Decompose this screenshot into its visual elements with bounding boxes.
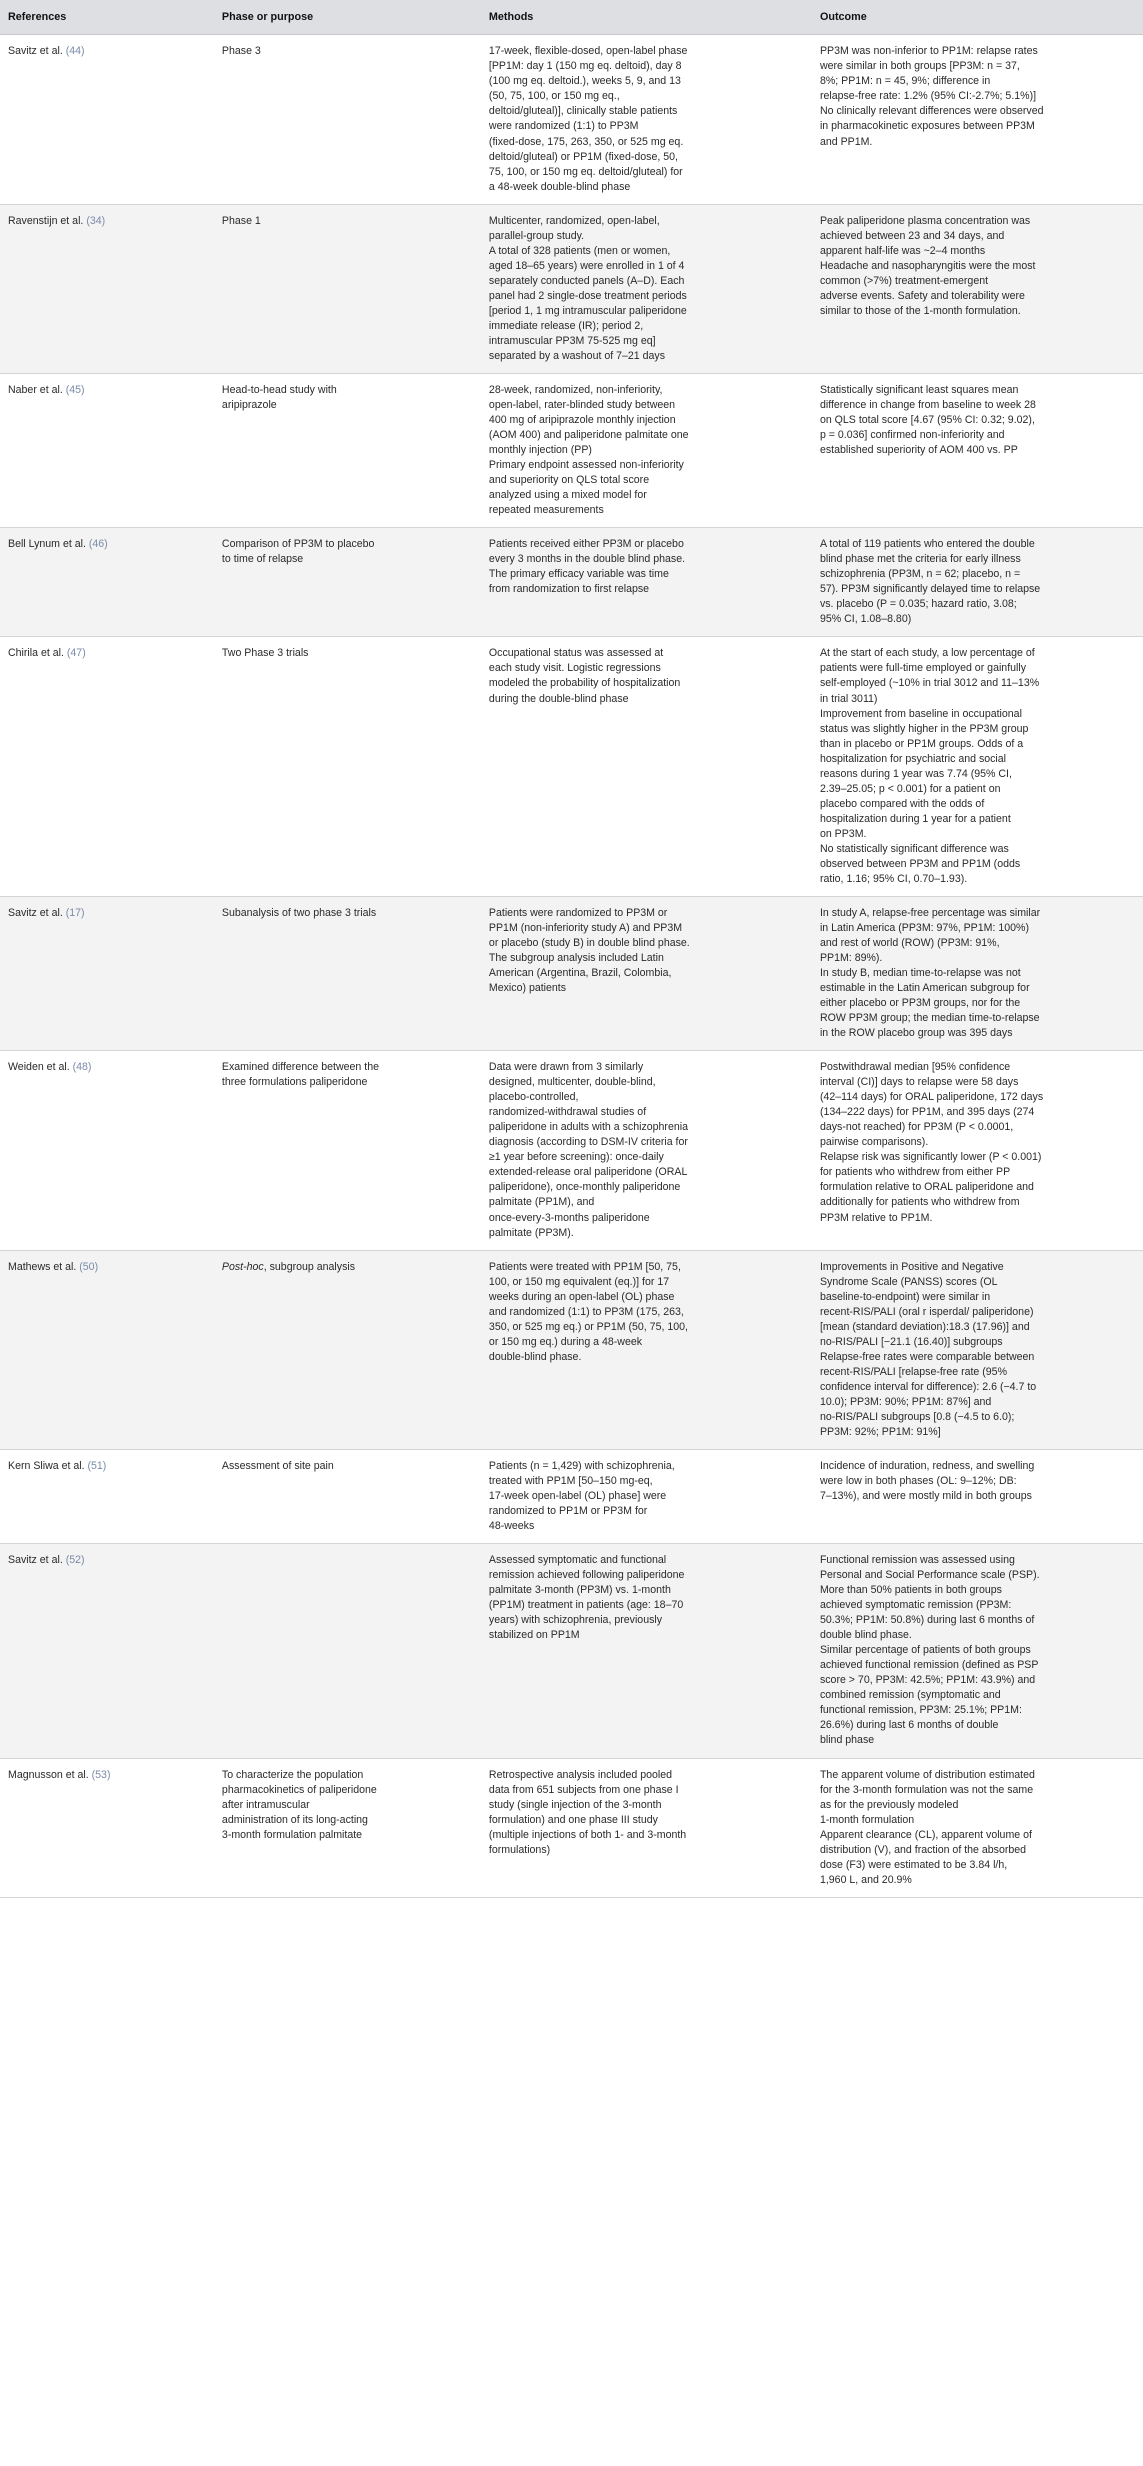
cell-methods-line: modeled the probability of hospitalization [488, 677, 681, 690]
cell-phase [214, 204, 481, 373]
cell-outcome-line: achieved symptomatic remission (PP3M: [819, 1599, 1012, 1612]
cell-outcome-line: pairwise comparisons). [819, 1136, 929, 1149]
cell-outcome-line: blind phase met the criteria for early illness [819, 553, 1021, 566]
cell-outcome-line: ROW PP3M group; the median time-to-relapse [819, 1012, 1040, 1025]
cell-outcome-line: established superiority of AOM 400 vs. PP [819, 444, 1018, 457]
reference-link[interactable]: (46) [88, 538, 108, 551]
cell-outcome-line: At the start of each study, a low percentage of [819, 647, 1035, 660]
cell-phase-line: Phase 3 [221, 45, 261, 58]
cell-outcome-line: Postwithdrawal median [95% confidence [819, 1061, 1011, 1074]
cell-methods-line: repeated measurements [488, 504, 604, 517]
cell-phase-line: after intramuscular [221, 1798, 310, 1811]
cell-outcome-line: achieved between 23 and 34 days, and [819, 229, 1005, 242]
table-row [0, 1250, 1143, 1449]
cell-outcome-line: The apparent volume of distribution estimated [819, 1768, 1035, 1781]
cell-methods-line: Assessed symptomatic and functional [488, 1554, 667, 1567]
cell-methods-line: placebo-controlled, [488, 1091, 579, 1104]
cell-outcome-line: estimable in the Latin American subgroup for [819, 982, 1030, 995]
cell-outcome-line: double blind phase. [819, 1629, 912, 1642]
cell-outcome-line: baseline-to-endpoint) were similar in [819, 1290, 991, 1303]
reference-link[interactable]: (53) [91, 1768, 111, 1781]
cell-methods-line: (100 mg eq. deltoid.), weeks 5, 9, and 13 [488, 75, 681, 88]
cell-reference [0, 1250, 214, 1449]
cell-methods [481, 1758, 812, 1897]
cell-outcome-line: for the 3-month formulation was not the same [819, 1783, 1034, 1796]
cell-methods-line: Patients were treated with PP1M [50, 75, [488, 1260, 681, 1273]
cell-outcome-line: p = 0.036] confirmed non-inferiority and [819, 429, 1005, 442]
table-header [0, 0, 1143, 35]
cell-methods-line: The subgroup analysis included Latin [488, 952, 664, 965]
cell-methods-line: or placebo (study B) in double blind phase. [488, 936, 690, 949]
cell-outcome-line: hospitalization for psychiatric and social [819, 752, 1007, 765]
cell-reference [0, 204, 214, 373]
table-row [0, 1449, 1143, 1543]
cell-outcome-line: score > 70, PP3M: 42.5%; PP1M: 43.9%) and [819, 1674, 1036, 1687]
cell-outcome-line: self-employed (~10% in trial 3012 and 11–13% [819, 677, 1040, 690]
cell-outcome-line: distribution (V), and fraction of the absorbed [819, 1843, 1027, 1856]
cell-outcome-line: 2.39–25.05; p < 0.001) for a patient on [819, 782, 1001, 795]
cell-outcome-line: (134–222 days) for PP1M, and 395 days (274 [819, 1106, 1035, 1119]
cell-phase-line: Two Phase 3 trials [221, 647, 309, 660]
cell-outcome [812, 528, 1143, 637]
header-outcome: Outcome [812, 0, 1143, 35]
cell-phase [214, 896, 481, 1050]
cell-outcome-line: in pharmacokinetic exposures between PP3M [819, 120, 1035, 133]
reference-author: Mathews et al. [8, 1260, 77, 1273]
cell-outcome [812, 1250, 1143, 1449]
cell-methods [481, 1051, 812, 1250]
reference-link[interactable]: (44) [65, 45, 85, 58]
cell-outcome-line: 50.3%; PP1M: 50.8%) during last 6 months of [819, 1614, 1035, 1627]
cell-methods-line: 350, or 525 mg eq.) or PP1M (50, 75, 100, [488, 1320, 688, 1333]
cell-outcome-line: 57). PP3M significantly delayed time to relapse [819, 583, 1041, 596]
cell-methods [481, 204, 812, 373]
cell-methods-line: immediate release (IR); period 2, [488, 319, 644, 332]
cell-phase [214, 1051, 481, 1250]
cell-phase-line: Phase 1 [221, 214, 261, 227]
cell-outcome-line: Apparent clearance (CL), apparent volume of [819, 1828, 1032, 1841]
cell-outcome-line: 1,960 L, and 20.9% [819, 1873, 912, 1886]
cell-phase [214, 1544, 481, 1758]
cell-methods-line: 17-week open-label (OL) phase] were [488, 1490, 667, 1503]
cell-methods [481, 1449, 812, 1543]
cell-methods-line: aged 18–65 years) were enrolled in 1 of 4 [488, 259, 685, 272]
cell-methods-line: deltoid/gluteal)], clinically stable patients [488, 105, 678, 118]
cell-outcome-line: recent-RIS/PALI (oral r isperdal/ paliperidone) [819, 1305, 1034, 1318]
cell-methods-line: paliperidone in adults with a schizophrenia [488, 1121, 688, 1134]
cell-methods-line: weeks during an open-label (OL) phase [488, 1290, 675, 1303]
cell-methods [481, 896, 812, 1050]
cell-outcome-line: placebo compared with the odds of [819, 797, 985, 810]
table-row [0, 896, 1143, 1050]
cell-methods [481, 528, 812, 637]
reference-author: Magnusson et al. [8, 1768, 89, 1781]
cell-outcome-line: Peak paliperidone plasma concentration was [819, 214, 1031, 227]
cell-methods-line: were randomized (1:1) to PP3M [488, 120, 639, 133]
cell-outcome-line: interval (CI)] days to relapse were 58 days [819, 1076, 1019, 1089]
cell-methods-line: palmitate 3-month (PP3M) vs. 1-month [488, 1584, 671, 1597]
cell-methods-line: analyzed using a mixed model for [488, 489, 647, 502]
cell-outcome-line: confidence interval for difference): 2.6 (−4.7 to [819, 1380, 1037, 1393]
cell-outcome [812, 637, 1143, 897]
table-row [0, 637, 1143, 897]
header-phase: Phase or purpose [214, 0, 481, 35]
cell-phase [214, 528, 481, 637]
cell-outcome-line: were similar in both groups [PP3M: n = 37, [819, 60, 1020, 73]
cell-outcome-line: additionally for patients who withdrew from [819, 1196, 1020, 1209]
cell-methods-line: PP1M (non-inferiority study A) and PP3M [488, 921, 683, 934]
cell-methods [481, 373, 812, 527]
table-row [0, 1051, 1143, 1250]
cell-phase-line: Head-to-head study with [221, 383, 337, 396]
cell-outcome-line: for patients who withdrew from either PP [819, 1166, 1011, 1179]
cell-methods-line: The primary efficacy variable was time [488, 568, 669, 581]
cell-outcome-line: and rest of world (ROW) (PP3M: 91%, [819, 936, 1000, 949]
cell-outcome-line: formulation relative to ORAL paliperidone and [819, 1181, 1034, 1194]
cell-methods-line: from randomization to first relapse [488, 583, 650, 596]
cell-outcome-line: More than 50% patients in both groups [819, 1584, 1002, 1597]
cell-outcome-line: Relapse-free rates were comparable between [819, 1350, 1035, 1363]
cell-outcome-line: difference in change from baseline to week 28 [819, 398, 1036, 411]
cell-outcome-line: [mean (standard deviation):18.3 (17.96)] and [819, 1320, 1030, 1333]
cell-methods-line: study (single injection of the 3-month [488, 1798, 662, 1811]
cell-methods-line: separated by a washout of 7–21 days [488, 349, 666, 362]
cell-outcome [812, 35, 1143, 204]
cell-methods-line: diagnosis (according to DSM-IV criteria for [488, 1136, 688, 1149]
cell-methods-line: formulation) and one phase III study [488, 1813, 658, 1826]
cell-phase-line: 3-month formulation palmitate [221, 1828, 363, 1841]
cell-methods-line: ≥1 year before screening): once-daily [488, 1151, 664, 1164]
cell-methods-line: extended-release oral paliperidone (ORAL [488, 1166, 688, 1179]
cell-outcome-line: Incidence of induration, redness, and swelling [819, 1459, 1035, 1472]
cell-outcome-line: Relapse risk was significantly lower (P < 0.001) [819, 1151, 1042, 1164]
cell-outcome-line: 26.6%) during last 6 months of double [819, 1719, 999, 1732]
cell-outcome-line: Improvements in Positive and Negative [819, 1260, 1004, 1273]
cell-outcome-line: adverse events. Safety and tolerability were [819, 289, 1025, 302]
reference-link[interactable]: (48) [72, 1061, 92, 1074]
cell-phase-line: Assessment of site pain [221, 1459, 334, 1472]
cell-outcome-line: Functional remission was assessed using [819, 1554, 1015, 1567]
cell-reference [0, 1449, 214, 1543]
cell-methods-line: palmitate (PP3M). [488, 1226, 574, 1239]
cell-outcome [812, 204, 1143, 373]
cell-methods-line: double-blind phase. [488, 1350, 582, 1363]
table-row [0, 1544, 1143, 1758]
cell-methods-line: 75, 100, or 150 mg eq. deltoid/gluteal) for [488, 165, 683, 178]
cell-phase [214, 35, 481, 204]
cell-methods-line: Patients were randomized to PP3M or [488, 906, 668, 919]
cell-methods-line: separately conducted panels (A–D). Each [488, 274, 685, 287]
cell-outcome-line: dose (F3) were estimated to be 3.84 l/h, [819, 1858, 1008, 1871]
cell-phase-line: administration of its long-acting [221, 1813, 368, 1826]
cell-methods-line: treated with PP1M [50–150 mg-eq, [488, 1474, 653, 1487]
cell-methods-line: randomized to PP1M or PP3M for [488, 1505, 648, 1518]
cell-outcome-line: (42–114 days) for ORAL paliperidone, 172 days [819, 1091, 1044, 1104]
cell-methods-line: each study visit. Logistic regressions [488, 662, 661, 675]
cell-outcome-line: in trial 3011) [819, 692, 878, 705]
cell-methods-line: or 150 mg eq.) during a 48-week [488, 1335, 643, 1348]
cell-methods-line: American (Argentina, Brazil, Colombia, [488, 967, 672, 980]
cell-phase-line: pharmacokinetics of paliperidone [221, 1783, 377, 1796]
cell-methods-line: data from 651 subjects from one phase I [488, 1783, 679, 1796]
cell-outcome-line: Syndrome Scale (PANSS) scores (OL [819, 1275, 998, 1288]
cell-outcome-line: relapse-free rate: 1.2% (95% CI:-2.7%; 5.1%)] [819, 90, 1037, 103]
cell-outcome-line: recent-RIS/PALI [relapse-free rate (95% [819, 1365, 1007, 1378]
cell-outcome-line: than in placebo or PP1M groups. Odds of a [819, 737, 1024, 750]
cell-methods-line: a 48-week double-blind phase [488, 180, 631, 193]
reference-author: Naber et al. [8, 383, 63, 396]
cell-methods-line: every 3 months in the double blind phase. [488, 553, 686, 566]
cell-outcome-line: in the ROW placebo group was 395 days [819, 1027, 1013, 1040]
cell-outcome-line: hospitalization during 1 year for a patient [819, 812, 1011, 825]
cell-outcome-line: on QLS total score [4.67 (95% CI: 0.32; 9.02), [819, 414, 1035, 427]
header-methods: Methods [481, 0, 812, 35]
cell-methods-line: Multicenter, randomized, open-label, [488, 214, 660, 227]
cell-outcome-line: were low in both phases (OL: 9–12%; DB: [819, 1474, 1017, 1487]
cell-methods-line: (AOM 400) and paliperidone palmitate one [488, 429, 689, 442]
cell-methods-line: Patients received either PP3M or placebo [488, 538, 684, 551]
cell-outcome-line: apparent half-life was ~2–4 months [819, 244, 986, 257]
cell-outcome-line: schizophrenia (PP3M, n = 62; placebo, n = [819, 568, 1021, 581]
reference-author: Weiden et al. [8, 1061, 70, 1074]
reference-author: Kern Sliwa et al. [8, 1459, 85, 1472]
cell-outcome-line: No statistically significant difference was [819, 842, 1009, 855]
cell-methods-line: (50, 75, 100, or 150 mg eq., [488, 90, 620, 103]
cell-methods-line: randomized-withdrawal studies of [488, 1106, 647, 1119]
cell-outcome [812, 896, 1143, 1050]
cell-outcome-line: ratio, 1.16; 95% CI, 0.70–1.93). [819, 872, 968, 885]
reference-link[interactable]: (47) [66, 647, 86, 660]
cell-methods-line: Retrospective analysis included pooled [488, 1768, 673, 1781]
table-row [0, 373, 1143, 527]
cell-outcome-line: vs. placebo (P = 0.035; hazard ratio, 3.08; [819, 598, 1017, 611]
cell-outcome-line: status was slightly higher in the PP3M group [819, 722, 1029, 735]
cell-outcome-line: 1-month formulation [819, 1813, 915, 1826]
cell-methods-line: A total of 328 patients (men or women, [488, 244, 671, 257]
cell-reference [0, 1544, 214, 1758]
cell-outcome-line: Personal and Social Performance scale (PSP). [819, 1569, 1040, 1582]
cell-outcome-line: no-RIS/PALI [−21.1 (16.40)] subgroups [819, 1335, 1003, 1348]
table-row [0, 528, 1143, 637]
cell-outcome-line: no-RIS/PALI subgroups [0.8 (−4.5 to 6.0); [819, 1410, 1015, 1423]
cell-methods-line: [PP1M: day 1 (150 mg eq. deltoid), day 8 [488, 60, 682, 73]
cell-outcome-line: 95% CI, 1.08–8.80) [819, 613, 912, 626]
cell-outcome-line: common (>7%) treatment-emergent [819, 274, 989, 287]
cell-methods-line: Data were drawn from 3 similarly [488, 1061, 644, 1074]
cell-methods-line: 100, or 150 mg equivalent (eq.)] for 17 [488, 1275, 670, 1288]
cell-phase [214, 1250, 481, 1449]
cell-phase-line: three formulations paliperidone [221, 1076, 368, 1089]
cell-methods-line: Patients (n = 1,429) with schizophrenia, [488, 1459, 675, 1472]
cell-outcome-line: 7–13%), and were mostly mild in both groups [819, 1490, 1032, 1503]
cell-methods-line: 48-weeks [488, 1520, 535, 1533]
cell-phase-line: to time of relapse [221, 553, 304, 566]
cell-outcome-line: Headache and nasopharyngitis were the most [819, 259, 1036, 272]
cell-phase [214, 1758, 481, 1897]
cell-outcome-line: A total of 119 patients who entered the double [819, 538, 1035, 551]
table-body [0, 35, 1143, 1897]
cell-methods-line: (fixed-dose, 175, 263, 350, or 525 mg eq. [488, 135, 684, 148]
reference-link[interactable]: (50) [79, 1260, 99, 1273]
reference-link[interactable]: (52) [65, 1554, 85, 1567]
cell-reference [0, 373, 214, 527]
cell-phase-line: aripiprazole [221, 398, 277, 411]
reference-link[interactable]: (17) [65, 906, 85, 919]
cell-methods-line: during the double-blind phase [488, 692, 629, 705]
cell-reference [0, 637, 214, 897]
cell-methods-line: deltoid/gluteal) or PP1M (fixed-dose, 50, [488, 150, 678, 163]
cell-methods-line: intramuscular PP3M 75-525 mg eq] [488, 334, 656, 347]
cell-methods-line: [period 1, 1 mg intramuscular paliperidone [488, 304, 687, 317]
reference-author: Savitz et al. [8, 906, 63, 919]
cell-outcome-line: observed between PP3M and PP1M (odds [819, 857, 1021, 870]
cell-outcome-line: Similar percentage of patients of both groups [819, 1644, 1031, 1657]
cell-outcome-line: blind phase [819, 1734, 875, 1747]
cell-outcome-line: on PP3M. [819, 827, 867, 840]
cell-methods-line: palmitate (PP1M), and [488, 1196, 595, 1209]
cell-outcome-line: Improvement from baseline in occupational [819, 707, 1022, 720]
cell-outcome-line: PP1M: 89%). [819, 952, 883, 965]
cell-reference [0, 896, 214, 1050]
cell-methods-line: (PP1M) treatment in patients (age: 18–70 [488, 1599, 684, 1612]
table-row [0, 1758, 1143, 1897]
cell-phase-line: Comparison of PP3M to placebo [221, 538, 375, 551]
cell-outcome-line: In study A, relapse-free percentage was similar [819, 906, 1041, 919]
cell-reference [0, 1051, 214, 1250]
cell-methods-line: 17-week, flexible-dosed, open-label phase [488, 45, 688, 58]
cell-methods-line: stabilized on PP1M [488, 1629, 580, 1642]
cell-outcome-line: either placebo or PP3M groups, nor for the [819, 997, 1021, 1010]
cell-outcome [812, 1544, 1143, 1758]
reference-link[interactable]: (34) [86, 214, 106, 227]
cell-methods-line: designed, multicenter, double-blind, [488, 1076, 656, 1089]
cell-methods-line: once-every-3-months paliperidone [488, 1211, 650, 1224]
cell-methods-line: monthly injection (PP) [488, 444, 592, 457]
cell-methods-line: paliperidone), once-monthly paliperidone [488, 1181, 681, 1194]
cell-phase [214, 373, 481, 527]
cell-outcome-line: combined remission (symptomatic and [819, 1689, 1001, 1702]
cell-outcome-line: Statistically significant least squares mean [819, 383, 1019, 396]
cell-methods-line: and superiority on QLS total score [488, 474, 650, 487]
cell-outcome-line: PP3M was non-inferior to PP1M: relapse rates [819, 45, 1038, 58]
cell-outcome-line: similar to those of the 1-month formulation. [819, 304, 1021, 317]
cell-phase-line: Subanalysis of two phase 3 trials [221, 906, 377, 919]
reference-link[interactable]: (45) [65, 383, 85, 396]
cell-phase [214, 637, 481, 897]
cell-phase-line: Examined difference between the [221, 1061, 379, 1074]
cell-methods-line: years) with schizophrenia, previously [488, 1614, 663, 1627]
cell-methods-line: parallel-group study. [488, 229, 585, 242]
cell-outcome-line: and PP1M. [819, 135, 873, 148]
cell-reference [0, 528, 214, 637]
cell-reference [0, 35, 214, 204]
cell-outcome-line: PP3M relative to PP1M. [819, 1211, 933, 1224]
cell-methods [481, 637, 812, 897]
cell-outcome-line: functional remission, PP3M: 25.1%; PP1M: [819, 1704, 1022, 1717]
cell-methods [481, 1544, 812, 1758]
table-row [0, 204, 1143, 373]
cell-methods-line: panel had 2 single-dose treatment periods [488, 289, 687, 302]
cell-outcome [812, 1449, 1143, 1543]
cell-outcome [812, 1051, 1143, 1250]
cell-outcome-line: days-not reached) for PP3M (P < 0.0001, [819, 1121, 1014, 1134]
reference-author: Bell Lynum et al. [8, 538, 86, 551]
cell-outcome-line: achieved functional remission (defined as PSP [819, 1659, 1039, 1672]
cell-methods-line: Primary endpoint assessed non-inferiority [488, 459, 684, 472]
cell-outcome-line: in Latin America (PP3M: 97%, PP1M: 100%) [819, 921, 1029, 934]
cell-methods [481, 35, 812, 204]
header-row [0, 0, 1143, 35]
cell-outcome-line: In study B, median time-to-relapse was not [819, 967, 1021, 980]
cell-outcome-line: patients were full-time employed or gainfully [819, 662, 1027, 675]
cell-outcome [812, 373, 1143, 527]
reference-author: Savitz et al. [8, 45, 63, 58]
cell-outcome-line: PP3M: 92%; PP1M: 91%] [819, 1425, 941, 1438]
cell-outcome [812, 1758, 1143, 1897]
cell-methods-line: formulations) [488, 1843, 551, 1856]
reference-link[interactable]: (51) [87, 1459, 107, 1472]
cell-outcome-line: reasons during 1 year was 7.74 (95% CI, [819, 767, 1012, 780]
cell-phase-line: To characterize the population [221, 1768, 364, 1781]
cell-methods-line: remission achieved following paliperidone [488, 1569, 685, 1582]
cell-methods-line: open-label, rater-blinded study between [488, 398, 676, 411]
cell-methods-line: Mexico) patients [488, 982, 567, 995]
reference-author: Ravenstijn et al. [8, 214, 84, 227]
cell-outcome-line: as for the previously modeled [819, 1798, 959, 1811]
cell-methods [481, 1250, 812, 1449]
cell-methods-line: Occupational status was assessed at [488, 647, 664, 660]
reference-author: Savitz et al. [8, 1554, 63, 1567]
cell-methods-line: 400 mg of aripiprazole monthly injection [488, 414, 676, 427]
cell-methods-line: (multiple injections of both 1- and 3-month [488, 1828, 687, 1841]
table-row [0, 35, 1143, 204]
cell-methods-line: 28-week, randomized, non-inferiority, [488, 383, 663, 396]
cell-outcome-line: No clinically relevant differences were observed [819, 105, 1044, 118]
cell-reference [0, 1758, 214, 1897]
header-references: References [0, 0, 214, 35]
cell-phase [214, 1449, 481, 1543]
cell-phase-line: Post-hoc, subgroup analysis [221, 1260, 356, 1273]
cell-methods-line: and randomized (1:1) to PP3M (175, 263, [488, 1305, 684, 1318]
reference-author: Chirila et al. [8, 647, 64, 660]
cell-outcome-line: 10.0); PP3M: 90%; PP1M: 87%] and [819, 1395, 992, 1408]
cell-outcome-line: 8%; PP1M: n = 45, 9%; difference in [819, 75, 991, 88]
